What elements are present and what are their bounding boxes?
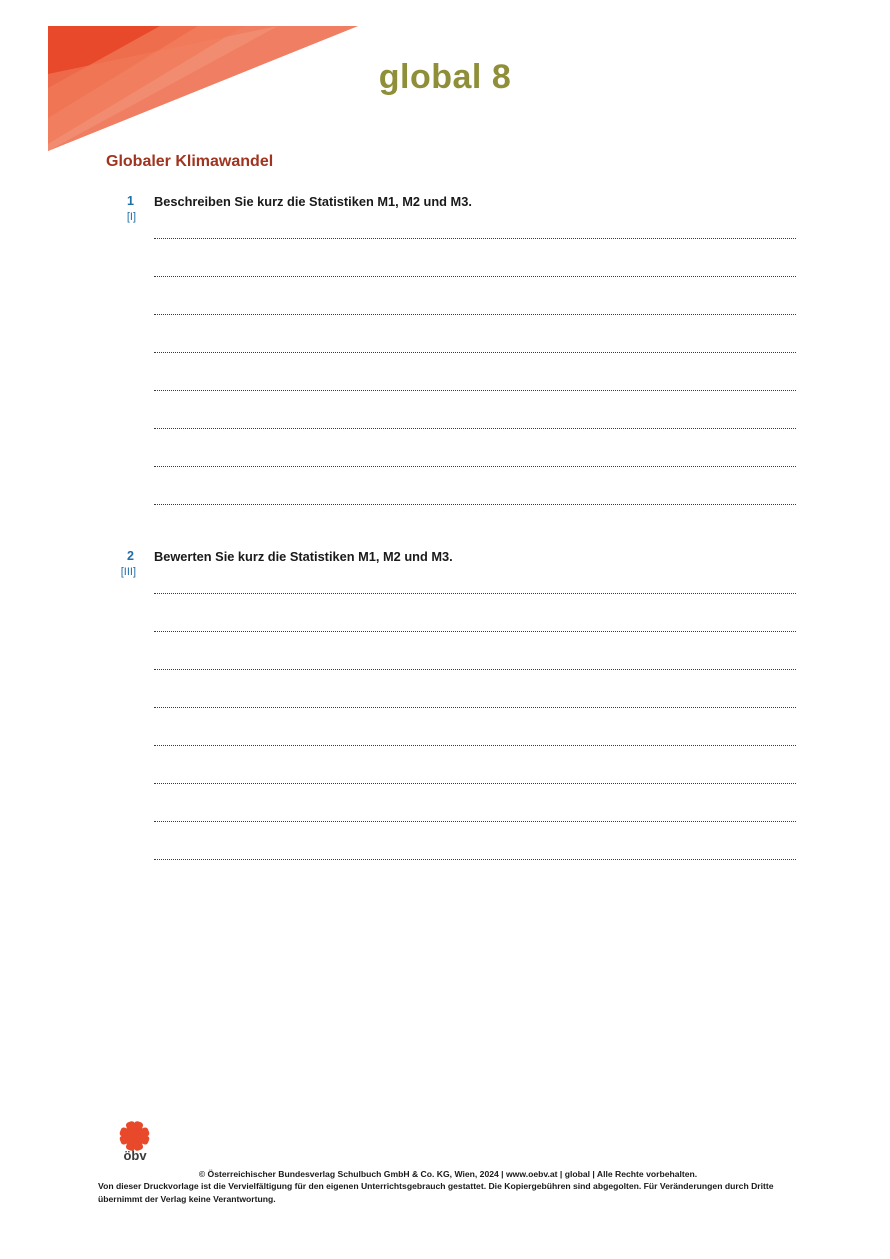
- answer-line[interactable]: [154, 579, 796, 594]
- answer-line[interactable]: [154, 429, 796, 467]
- task-1-answer-area[interactable]: [154, 224, 796, 505]
- task-2-text: Bewerten Sie kurz die Statistiken M1, M2 und M3.: [154, 549, 453, 564]
- task-1-number: 1: [127, 194, 134, 208]
- answer-line[interactable]: [154, 594, 796, 632]
- answer-line[interactable]: [154, 467, 796, 505]
- answer-line[interactable]: [154, 670, 796, 708]
- publisher-logo-icon: [113, 1119, 157, 1163]
- section-heading: Globaler Klimawandel: [106, 153, 274, 170]
- footer: [98, 1168, 798, 1205]
- footer-copyright: © Österreichischer Bundesverlag Schulbuch GmbH & Co. KG, Wien, 2024 | www.oebv.at | global | Alle Rechte vorbehalten.: [198, 1169, 698, 1179]
- task-1-text: Beschreiben Sie kurz die Statistiken M1, M2 und M3.: [154, 194, 472, 209]
- answer-line[interactable]: [154, 708, 796, 746]
- answer-line[interactable]: [154, 746, 796, 784]
- task-1-level: [I]: [126, 211, 136, 223]
- answer-line[interactable]: [154, 822, 796, 860]
- svg-text:öbv: öbv: [123, 1148, 147, 1163]
- answer-line[interactable]: [154, 224, 796, 239]
- answer-line[interactable]: [154, 784, 796, 822]
- answer-line[interactable]: [154, 353, 796, 391]
- task-2-answer-area[interactable]: [154, 579, 796, 860]
- answer-line[interactable]: [154, 315, 796, 353]
- task-2-level: [III]: [120, 566, 136, 578]
- answer-line[interactable]: [154, 239, 796, 277]
- answer-line[interactable]: [154, 391, 796, 429]
- task-2-number: 2: [127, 549, 134, 563]
- footer-notice: Von dieser Druckvorlage ist die Vervielfältigung für den eigenen Unterrichtsgebrauch gestattet. Die Kopiergebühren sind abgegolten. Für Veränderungen durch Dritte übernimmt der Verlag keine Verantwortung.: [98, 1181, 774, 1204]
- answer-line[interactable]: [154, 632, 796, 670]
- answer-line[interactable]: [154, 277, 796, 315]
- page-title: global 8: [378, 58, 512, 96]
